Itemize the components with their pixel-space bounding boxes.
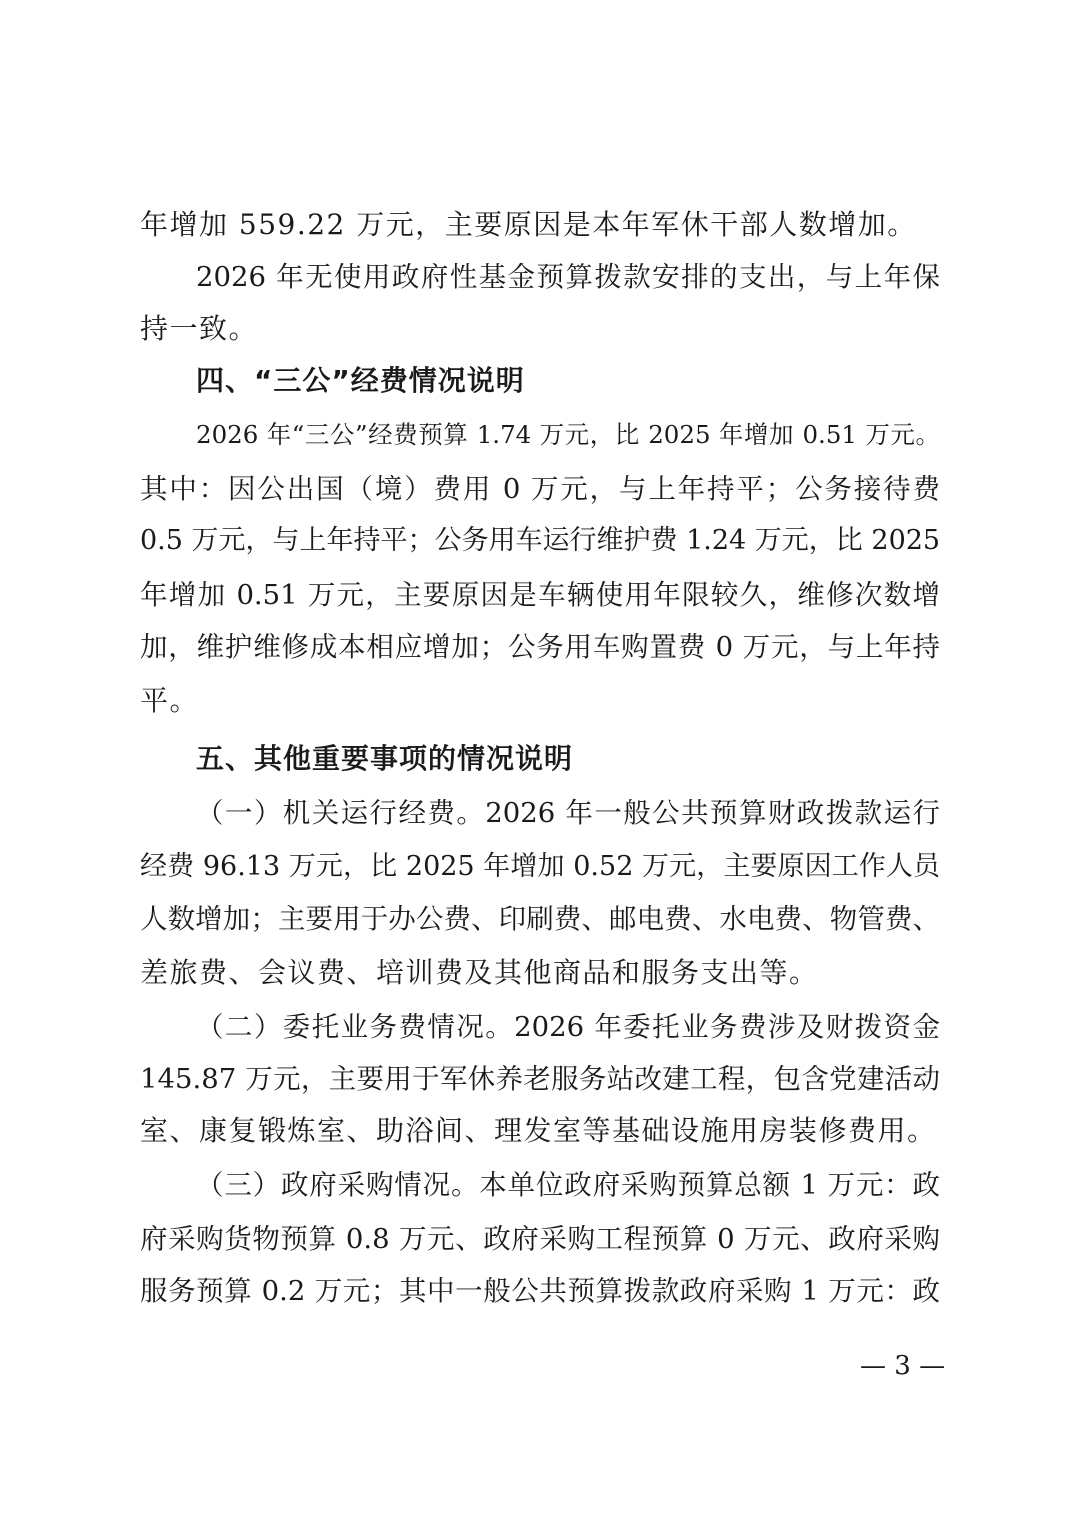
paragraph-line: 差旅费、会议费、培训费及其他商品和服务支出等。: [140, 956, 819, 989]
section-heading-four: 四、“三公”经费情况说明: [196, 364, 525, 397]
paragraph-line: 持一致。: [140, 312, 259, 345]
paragraph-line: 2026 年无使用政府性基金预算拨款安排的支出，与上年保: [196, 261, 940, 293]
paragraph-line: 人数增加；主要用于办公费、印刷费、邮电费、水电费、物管费、: [140, 903, 940, 935]
paragraph-line: 其中：因公出国（境）费用 0 万元，与上年持平；公务接待费: [140, 473, 940, 505]
paragraph-line: 室、康复锻炼室、助浴间、理发室等基础设施用房装修费用。: [140, 1114, 937, 1147]
paragraph-line: 经费 96.13 万元，比 2025 年增加 0.52 万元，主要原因工作人员: [140, 851, 940, 882]
paragraph-line: 年增加 0.51 万元，主要原因是车辆使用年限较久，维修次数增: [140, 579, 940, 611]
page-number: — 3 —: [860, 1351, 946, 1381]
paragraph-line: 府采购货物预算 0.8 万元、政府采购工程预算 0 万元、政府采购: [140, 1223, 940, 1255]
paragraph-line: 0.5 万元，与上年持平；公务用车运行维护费 1.24 万元，比 2025: [140, 525, 941, 556]
paragraph-line: 加，维护维修成本相应增加；公务用车购置费 0 万元，与上年持: [140, 631, 940, 663]
paragraph-line: （二）委托业务费情况。2026 年委托业务费涉及财拨资金: [196, 1011, 940, 1043]
paragraph-line: （一）机关运行经费。2026 年一般公共预算财政拨款运行: [196, 797, 940, 829]
paragraph-line: 2026 年“三公”经费预算 1.74 万元，比 2025 年增加 0.51 万元。: [196, 420, 940, 449]
paragraph-line: 年增加 559.22 万元，主要原因是本年军休干部人数增加。: [140, 208, 917, 241]
paragraph-line: 145.87 万元，主要用于军休养老服务站改建工程，包含党建活动: [140, 1063, 940, 1095]
paragraph-line: 平。: [140, 684, 200, 717]
paragraph-line: 服务预算 0.2 万元；其中一般公共预算拨款政府采购 1 万元：政: [140, 1275, 940, 1307]
paragraph-line: （三）政府采购情况。本单位政府采购预算总额 1 万元：政: [196, 1169, 940, 1201]
section-heading-five: 五、其他重要事项的情况说明: [196, 742, 574, 775]
